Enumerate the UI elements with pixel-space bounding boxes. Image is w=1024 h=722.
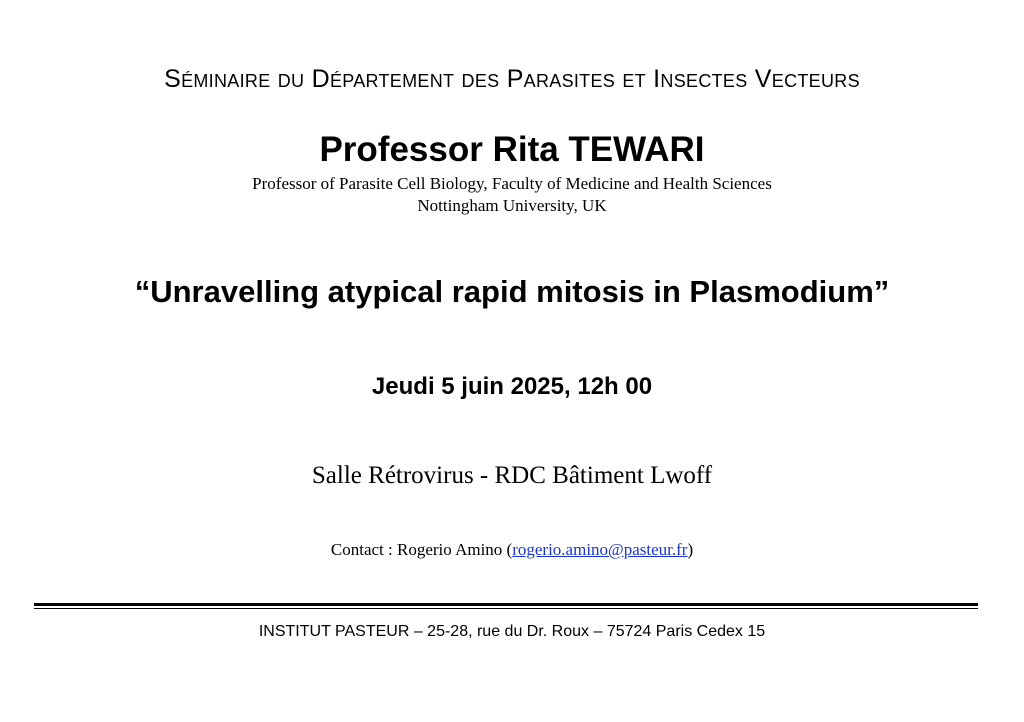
footer-divider-thick <box>34 603 978 606</box>
contact-email-link[interactable]: rogerio.amino@pasteur.fr <box>512 540 688 559</box>
speaker-name: Professor Rita TEWARI <box>319 130 705 169</box>
footer-divider-thin <box>34 608 978 609</box>
contact-suffix: ) <box>687 540 694 559</box>
footer-address: INSTITUT PASTEUR – 25-28, rue du Dr. Roux – 75724 Paris Cedex 15 <box>258 623 766 640</box>
talk-title: “Unravelling atypical rapid mitosis in Plasmodium” <box>134 274 890 309</box>
speaker-institution: Nottingham University, UK <box>417 196 607 215</box>
talk-venue: Salle Rétrovirus - RDC Bâtiment Lwoff <box>311 462 713 489</box>
talk-datetime: Jeudi 5 juin 2025, 12h 00 <box>371 373 653 400</box>
contact-line <box>0 538 1024 562</box>
contact-prefix: Contact : Rogerio Amino ( <box>330 540 513 559</box>
seminar-heading: Séminaire du Département des Parasites et Insectes Vecteurs <box>164 65 860 93</box>
speaker-position: Professor of Parasite Cell Biology, Faculty of Medicine and Health Sciences <box>252 174 772 193</box>
